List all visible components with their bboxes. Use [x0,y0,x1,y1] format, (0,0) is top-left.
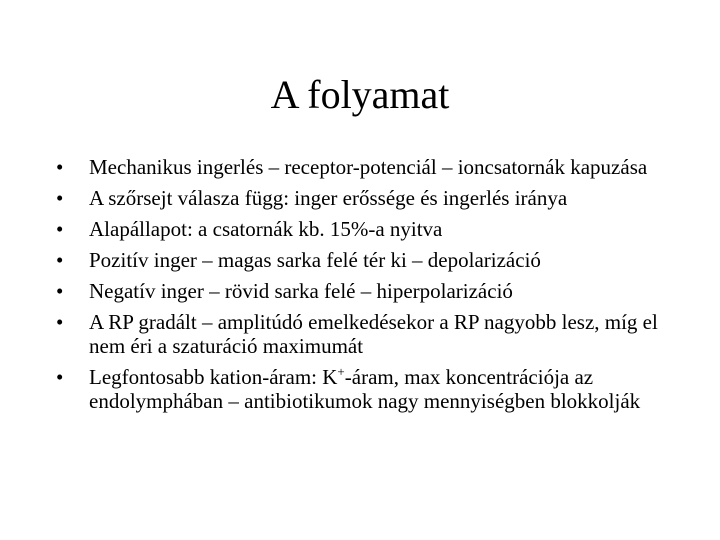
bullet-item [56,365,676,413]
bullet-item [56,248,676,272]
bullet-text: A RP gradált – amplitúdó emelkedésekor a RP nagyobb lesz, míg el nem éri a szaturáció maximumát [89,310,658,358]
bullet-text [89,365,640,413]
bullet-dot-icon: • [56,155,64,179]
bullet-text: Negatív inger – rövid sarka felé – hiperpolarizáció [89,279,513,303]
bullet-item [56,186,676,210]
bullet-text: A szőrsejt válasza függ: inger erőssége és ingerlés iránya [89,186,568,210]
bullet-dot-icon: • [56,365,64,389]
bullet-dot-icon: • [56,217,64,241]
bullet-item [56,217,676,241]
bullet-text: Pozitív inger – magas sarka felé tér ki – depolarizáció [89,248,541,272]
bullet-dot-icon: • [56,310,64,334]
bullet-text-part: Legfontosabb kation-áram: K [89,365,338,389]
superscript-plus: + [337,364,345,379]
bullet-dot-icon: • [56,248,64,272]
bullet-dot-icon: • [56,279,64,303]
bullet-item [56,279,676,303]
bullet-text-part: -áram, max koncentrációja az endolymphában – antibiotikumok nagy mennyiségben blokkolják [89,365,641,413]
bullet-item [56,155,676,179]
bullet-list [56,155,676,420]
slide-title: A folyamat [270,72,450,117]
bullet-text: Alapállapot: a csatornák kb. 15%-a nyitva [89,217,443,241]
bullet-item [56,310,676,358]
bullet-text: Mechanikus ingerlés – receptor-potenciál – ioncsatornák kapuzása [89,155,648,179]
bullet-dot-icon: • [56,186,64,210]
